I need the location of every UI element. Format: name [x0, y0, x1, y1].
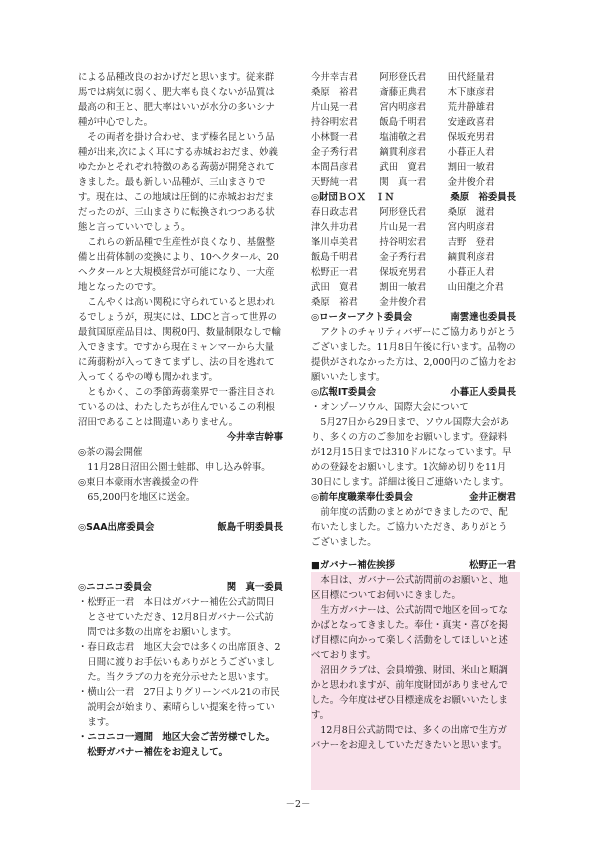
member-name: 桑原 裕君 — [311, 87, 358, 98]
member-name: 持谷明宏君 — [311, 117, 358, 128]
member-name: 阿形登氏君 — [379, 72, 427, 83]
article-signature: 今井幸吉幹事 — [226, 432, 283, 443]
right-column — [311, 70, 516, 753]
note-title: ◎茶の湯会開催 — [78, 447, 143, 458]
member-names-list — [311, 70, 516, 190]
member-name: 武田 寛君 — [311, 282, 358, 293]
box-title: ◎財団ＢＯＸ ＩＮ — [311, 192, 395, 203]
niconico-item: ・松野正一君 本日はガバナー補佐公式訪問日とさせていただき、12月8日ガバナー公式訪問では多数の出席をお願いします。 — [78, 597, 275, 638]
saa-heading — [78, 520, 283, 535]
member-name: 関 真一君 — [379, 177, 427, 188]
member-name: 塩浦敬之君 — [379, 132, 427, 143]
member-name: 小暮正人君 — [447, 267, 495, 278]
member-name: 割田一敏君 — [379, 282, 427, 293]
it-subtitle: ・オンゾーソウル、国際大会について — [311, 402, 469, 413]
member-name: 金子秀行君 — [379, 252, 427, 263]
intro-paragraph: こんやくは高い関税に守られていると思われるでしょうが，現実には、LDCと言って世界の最貧国原産品目は、関税0円、数量制限なしで輸入できます。ですから現在ミャンマーから大量に蒟蒻粉が入ってきてまずし、法の目を逃れて入ってくるやの噂も聞かれます。 — [78, 297, 281, 383]
member-name: 田代経量君 — [447, 72, 495, 83]
member-name: 飯島千明君 — [379, 117, 427, 128]
member-name: 松野正一君 — [311, 267, 358, 278]
member-name: 小林賢一君 — [311, 132, 358, 143]
member-name: 春日政志君 — [311, 207, 358, 218]
member-name: 安達政喜君 — [447, 117, 495, 128]
page-number: －2－ — [285, 799, 311, 810]
member-name: 金井俊介君 — [379, 297, 427, 308]
box-person: 桑原 裕委員長 — [450, 192, 516, 203]
member-name: 保坂充男君 — [379, 267, 427, 278]
member-name: 木下康彦君 — [447, 87, 495, 98]
box-names-list — [311, 205, 516, 310]
saa-person: 飯島千明委員長 — [217, 522, 283, 533]
niconico-person: 関 真一委員 — [226, 582, 283, 593]
member-name: 阿形登氏君 — [379, 207, 427, 218]
member-name: 宮内明彦君 — [447, 222, 495, 233]
niconico-heading — [78, 580, 283, 595]
note-text: 11月28日沼田公園士蛙郡、申し込み幹事。 — [87, 462, 271, 473]
member-name: 鏑貫利彦君 — [447, 252, 495, 263]
member-name: 桑原 滋君 — [447, 207, 495, 218]
niconico-item: ・横山公一君 27日よりグリーンベル21の市民説明会が始まり、素晴らしい提案を待っています。 — [78, 687, 280, 728]
member-name: 桑原 裕君 — [311, 297, 358, 308]
niconico-title: ◎ニコニコ委員会 — [78, 582, 152, 593]
member-name: 片山晃一君 — [379, 222, 427, 233]
member-name — [448, 295, 516, 310]
member-name: 斎藤正典君 — [379, 87, 427, 98]
left-column — [78, 70, 283, 760]
service-title: ◎前年度職業奉仕委員会 — [311, 492, 413, 503]
member-name: 金子秀行君 — [311, 147, 358, 158]
member-name: 鏑貫利彦君 — [379, 147, 427, 158]
governor-paragraph: 沼田クラブは、会員増強、財団、米山と順調かと思われますが、前年度財団がありませんでした。今年度はぜひ目標達成をお願いいたします。 — [311, 665, 508, 721]
member-name: 割田一敏君 — [447, 162, 495, 173]
governor-paragraph: 生方ガバナーは、公式訪問で地区を回ってなかばとなってきました。奉仕・真実・喜びを掲げ目標に向かって楽しく活動をしてほしいと述べております。 — [311, 605, 508, 661]
member-name: 宮内明彦君 — [379, 102, 427, 113]
member-name: 武田 寛君 — [379, 162, 427, 173]
note-text: 65,200円を地区に送金。 — [87, 492, 196, 503]
member-name: 津久井功君 — [311, 222, 358, 233]
member-name: 片山晃一君 — [311, 102, 358, 113]
member-name: 保坂充男君 — [447, 132, 495, 143]
intro-paragraph: による品種改良のおかげだと思います。従来群馬では病気に弱く、肥大率も良くないが品質は最高の和王と、肥大率はいいが水分の多いシナ種が中心でした。 — [78, 72, 275, 128]
intro-paragraph: その両者を掛け合わせ、まず榛名昆という品種が出来,次によく耳にする赤城おおだま、妙義ゆたかとそれぞれ特徴のある蒟蒻が開発されてきました。最も新しい品種が、三山まさりです。現在は、この地域は圧倒的に赤城おおだまだったのが、三山まさりに転換されつつある状態と言っていいでしょう。 — [78, 132, 278, 233]
note-title: ◎東日本豪雨水害義援金の件 — [78, 477, 199, 488]
member-name: 今井幸吉君 — [311, 72, 358, 83]
member-name: 持谷明宏君 — [379, 237, 427, 248]
intro-paragraph: これらの新品種で生産性が良くなり、基盤整備と出荷体制の変換により、10ヘクタール、20ヘクタールと大規模経営が可能になり、一大産地となったのです。 — [78, 237, 279, 293]
member-name: 小暮正人君 — [447, 147, 495, 158]
it-title: ◎広報IT委員会 — [311, 387, 376, 398]
rotaract-text: アクトのチャリティバザーにご協力ありがとうございました。11月8日午後に行います。品物の提供がされなかった方は、2,000円のご協力をお願いいたします。 — [311, 327, 516, 383]
governor-title: ■ガバナー補佐挨拶 — [311, 560, 395, 571]
governor-heading — [311, 558, 516, 573]
niconico-item: ・春日政志君 地区大会では多くの出席頂き、2日間に渡りお手伝いもありがとうございました。当クラブの力を充分示せたと思います。 — [78, 642, 281, 683]
member-name: 金井俊介君 — [447, 177, 495, 188]
it-text: 5月27日から29日まで、ソウル国際大会があり、多くの方のご参加をお願いします。登録料が12月15日までは310ドルになっています。早めの登録をお願いします。1次締め切りを11月30日にします。詳細は後日ご連絡いたします。 — [311, 417, 512, 488]
member-name: 天野純一君 — [311, 177, 358, 188]
member-name: 荒井静雄君 — [447, 102, 495, 113]
saa-title: ◎SAA出席委員会 — [78, 522, 155, 533]
member-name: 本間昌彦君 — [311, 162, 358, 173]
member-name: 山田龍之介君 — [447, 282, 504, 293]
member-name: 吉野 登君 — [447, 237, 495, 248]
governor-paragraph: 本日は、ガバナー公式訪問前のお願いと、地区目標についてお伺いにきました。 — [311, 575, 508, 601]
niconico-weekly: ・ニコニコ一週間 地区大会ご苦労様でした。松野ガバナー補佐をお迎えして。 — [78, 732, 275, 758]
it-heading — [311, 385, 516, 400]
service-person: 金井正樹君 — [469, 492, 516, 503]
governor-person: 松野正一君 — [469, 560, 516, 571]
box-heading — [311, 190, 516, 205]
rotaract-heading — [311, 310, 516, 325]
service-heading — [311, 490, 516, 505]
rotaract-title: ◎ローターアクト委員会 — [311, 312, 413, 323]
member-name: 峯川卓美君 — [311, 237, 358, 248]
member-name: 飯島千明君 — [311, 252, 358, 263]
it-person: 小暮正人委員長 — [450, 387, 516, 398]
rotaract-person: 南雲達也委員長 — [450, 312, 516, 323]
service-text: 前年度の活動のまとめができましたので、配布いたしました。ご協力いただき、ありがとうございました。 — [311, 507, 508, 548]
intro-paragraph: ともかく、この季節蒟蒻業界で一番注目されているのは、わたしたちが住んでいるこの利根沼田であることは間違いありません。 — [78, 387, 275, 428]
governor-paragraph: 12月8日公式訪問では、多くの出席で生方ガバナーをお迎えしていただきたいと思います。 — [311, 725, 508, 751]
